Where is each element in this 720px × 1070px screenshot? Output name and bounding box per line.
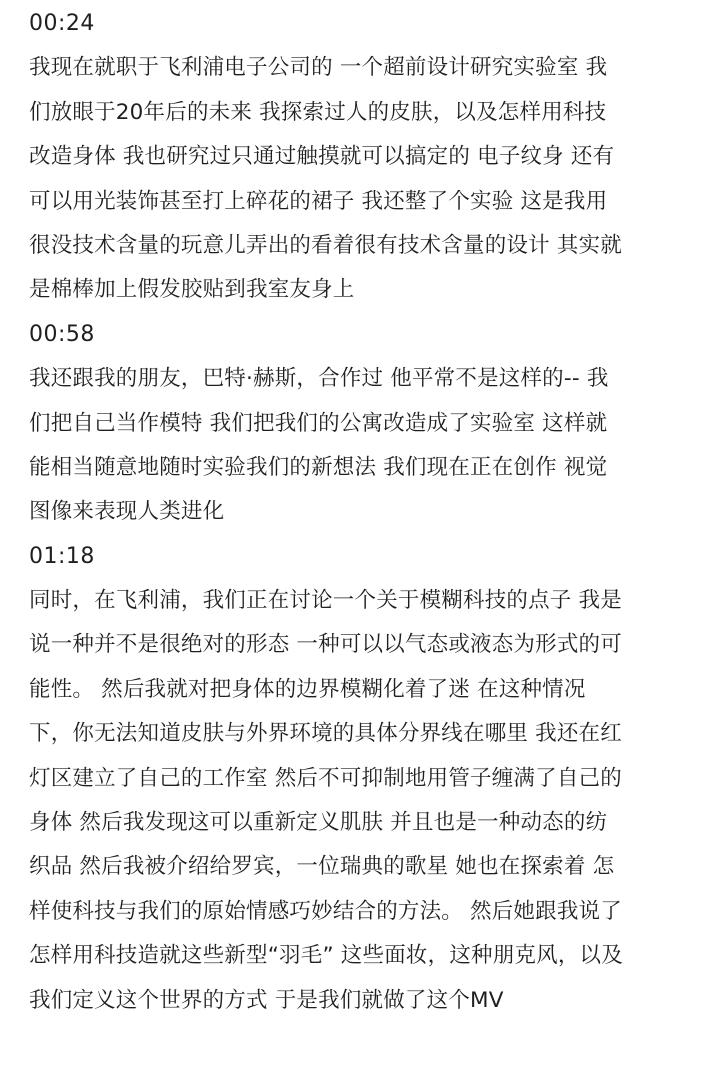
timestamp: 00:58 (29, 321, 95, 347)
text-line: 我还跟我的朋友，巴特·赫斯，合作过 他平常不是这样的-- 我 (29, 366, 609, 392)
text-line: 改造身体 我也研究过只通过触摸就可以搞定的 电子纹身 还有 (29, 144, 615, 170)
text-line: 们放眼于20年后的未来 我探索过人的皮肤，以及怎样用科技 (29, 99, 607, 125)
text-line: 可以用光装饰甚至打上碎花的裙子 我还整了个实验 这是我用 (29, 188, 608, 214)
text-line: 下，你无法知道皮肤与外界环境的具体分界线在哪里 我还在红 (29, 721, 622, 747)
text-line: 我现在就职于飞利浦电子公司的 一个超前设计研究实验室 我 (29, 55, 608, 81)
transcript-section (29, 2, 699, 313)
transcript-section (29, 313, 699, 535)
transcript-section (29, 535, 699, 1023)
text-line: 怎样用科技造就这些新型“羽毛” 这些面妆，这种朋克风，以及 (29, 943, 623, 969)
text-line: 灯区建立了自己的工作室 然后不可抑制地用管子缠满了自己的 (29, 765, 622, 791)
text-line: 是棉棒加上假发胶贴到我室友身上 (29, 277, 355, 303)
subtitle-transcript (29, 2, 699, 1023)
timestamp: 00:24 (29, 11, 95, 36)
text-line: 同时，在飞利浦，我们正在讨论一个关于模糊科技的点子 我是 (29, 588, 622, 614)
text-line: 样使科技与我们的原始情感巧妙结合的方法。 然后她跟我说了 (29, 898, 622, 924)
text-line: 能性。 然后我就对把身体的边界模糊化着了迷 在这种情况 (29, 676, 586, 702)
text-line: 身体 然后我发现这可以重新定义肌肤 并且也是一种动态的纺 (29, 810, 608, 836)
text-line: 们把自己当作模特 我们把我们的公寓改造成了实验室 这样就 (29, 410, 608, 436)
text-line: 织品 然后我被介绍给罗宾，一位瑞典的歌星 她也在探索着 怎 (29, 854, 615, 880)
timestamp: 01:18 (29, 543, 95, 569)
text-line: 很没技术含量的玩意儿弄出的看着很有技术含量的设计 其实就 (29, 232, 622, 258)
text-line: 说一种并不是很绝对的形态 一种可以以气态或液态为形式的可 (29, 632, 622, 658)
text-line: 图像来表现人类进化 (29, 499, 225, 525)
text-line: 我们定义这个世界的方式 于是我们就做了这个MV (29, 987, 504, 1013)
text-line: 能相当随意地随时实验我们的新想法 我们现在正在创作 视觉 (29, 454, 608, 480)
